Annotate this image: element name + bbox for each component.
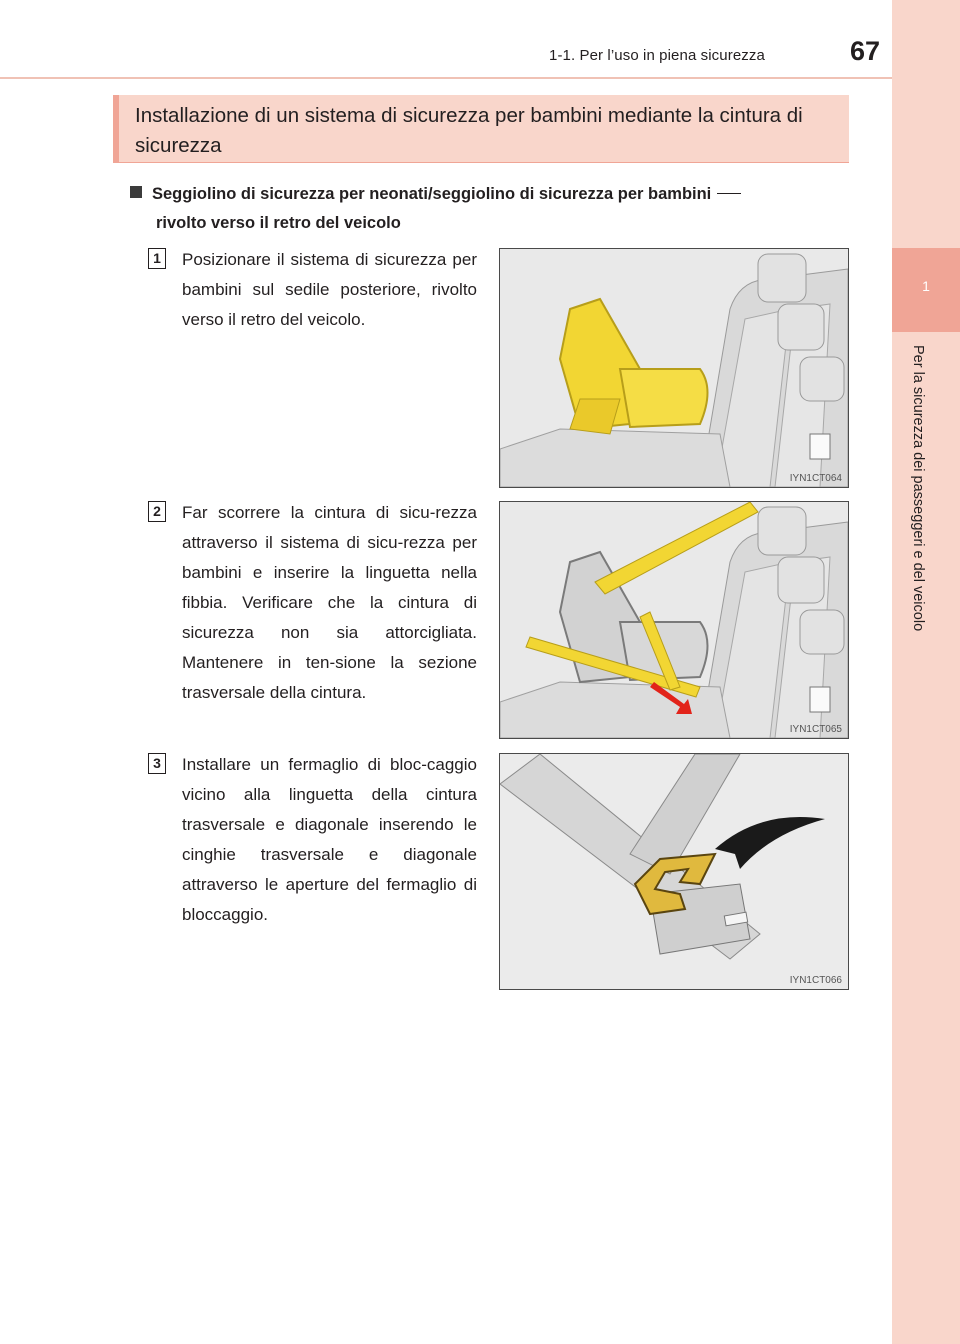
em-dash [717, 193, 741, 194]
step-text-3: Installare un fermaglio di bloc-caggio vicino alla linguetta della cintura trasversale e diagonale inserendo le cinghie trasversale e diagonale attraverso le aperture del fermaglio di bloccaggio. [182, 755, 477, 924]
figure-locking-clip [499, 753, 849, 990]
chapter-title: Per la sicurezza dei passeggeri e del veicolo [910, 345, 926, 632]
step-number-1: 1 [148, 248, 166, 269]
figure-code: IYN1CT066 [789, 975, 842, 986]
section-heading-box [113, 95, 849, 163]
step-number-3: 3 [148, 753, 166, 774]
header-rule [0, 77, 892, 79]
square-bullet-icon [130, 186, 142, 198]
subheading-line2: rivolto verso il retro del veicolo [156, 214, 401, 232]
figure-code: IYN1CT064 [789, 473, 842, 484]
section-title: 1-1. Per l’uso in piena sicurezza [549, 47, 765, 64]
chapter-number: 1 [922, 278, 930, 294]
figure-belt-through-seat [499, 501, 849, 739]
subheading-line1: Seggiolino di sicurezza per neonati/seggiolino di sicurezza per bambini [152, 185, 712, 203]
section-heading: Installazione di un sistema di sicurezza per bambini mediante la cintura di sicurezza [135, 104, 803, 157]
step-number-2: 2 [148, 501, 166, 522]
step-text-1: Posizionare il sistema di sicurezza per bambini sul sedile posteriore, rivolto verso il retro del veicolo. [182, 250, 477, 329]
subheading [130, 180, 850, 238]
chapter-side-tab [892, 0, 960, 1344]
figure-rear-facing-seat [499, 248, 849, 488]
step-text-2: Far scorrere la cintura di sicu-rezza attraverso il sistema di sicu-rezza per bambini e inserire la linguetta nella fibbia. Verificare che la cintura di sicurezza non sia attorcigliata. Mantenere in ten-sione la sezione trasversale della cintura. [182, 503, 477, 702]
figure-code: IYN1CT065 [789, 724, 842, 735]
page-number: 67 [850, 36, 881, 66]
